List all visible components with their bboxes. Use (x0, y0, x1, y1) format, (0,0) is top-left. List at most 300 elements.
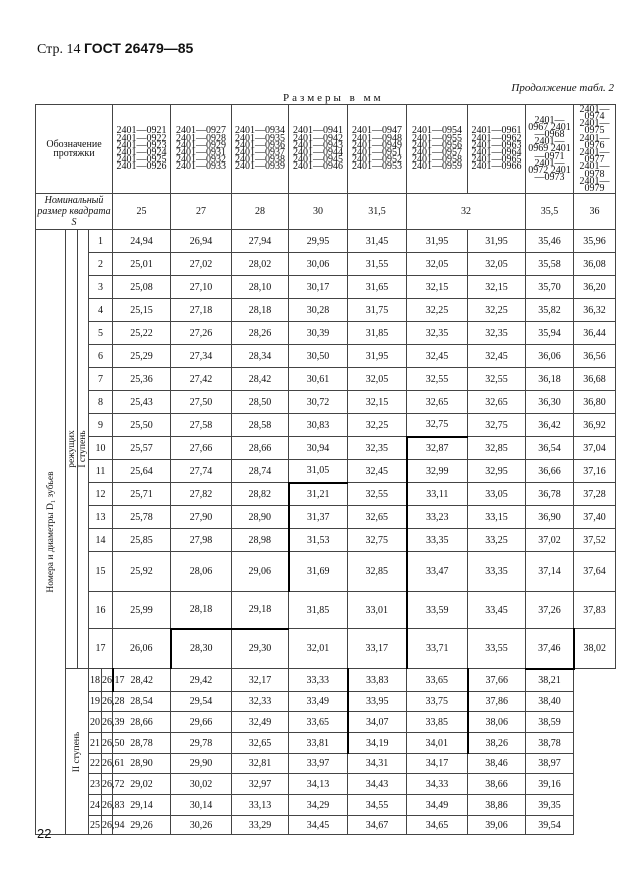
diameter-cell: 36,06 (526, 345, 574, 368)
tooth-number: 21 (89, 733, 102, 754)
tooth-number: 22 (89, 754, 102, 774)
diameter-cell: 35,58 (526, 253, 574, 276)
page-header (37, 40, 193, 58)
diameter-cell: 34,65 (407, 816, 468, 835)
diameter-cell: 37,02 (526, 529, 574, 552)
diameter-cell: 30,83 (289, 414, 348, 437)
cutting-label (66, 230, 78, 669)
diameter-cell: 25,78 (113, 506, 171, 529)
diameter-cell: 37,46 (526, 629, 574, 669)
tooth-number: 5 (89, 322, 113, 345)
diameter-cell: 31,85 (348, 322, 407, 345)
diameter-cell: 30,72 (289, 391, 348, 414)
stage2-label (66, 669, 89, 835)
diameter-cell: 33,71 (407, 629, 468, 669)
diameter-cell: 32,35 (407, 322, 468, 345)
codes-col-8: 2401—0967 2401—0968 2401—0969 2401—0971 2401—0972 2401—0973 (526, 105, 574, 194)
diameter-cell: 28,58 (232, 414, 289, 437)
diameter-cell: 33,95 (348, 692, 407, 712)
diameter-cell: 39,54 (526, 816, 574, 835)
diameter-cell: 34,55 (348, 795, 407, 816)
codes-col-5: 2401—0947 2401—0948 2401—0949 2401—0951 2401—0952 2401—0953 (348, 105, 407, 194)
table-row (36, 437, 616, 460)
tooth-number: 2 (89, 253, 113, 276)
diameter-cell: 27,34 (171, 345, 232, 368)
diameter-cell: 25,22 (113, 322, 171, 345)
table-row (36, 345, 616, 368)
diameter-cell: 33,81 (289, 733, 348, 754)
diameter-cell: 32,65 (232, 733, 289, 754)
diameter-cell: 36,90 (526, 506, 574, 529)
diameter-cell: 25,64 (113, 460, 171, 483)
tooth-number: 9 (89, 414, 113, 437)
diameter-cell: 28,34 (232, 345, 289, 368)
diameter-cell: 31,05 (289, 460, 348, 483)
diameter-cell: 32,85 (468, 437, 526, 460)
diameter-cell: 31,45 (348, 230, 407, 253)
diameter-cell: 27,94 (232, 230, 289, 253)
diameter-cell: 33,55 (468, 629, 526, 669)
codes-col-6: 2401—0954 2401—0955 2401—0956 2401—0957 2401—0958 2401—0959 (407, 105, 468, 194)
diameter-cell: 32,05 (468, 253, 526, 276)
diameter-cell: 33,97 (289, 754, 348, 774)
diameter-cell: 36,92 (574, 414, 616, 437)
diameter-cell: 32,81 (232, 754, 289, 774)
diameter-cell: 30,02 (171, 774, 232, 795)
diameter-cell: 34,07 (348, 712, 407, 733)
diameter-cell: 32,15 (407, 276, 468, 299)
standard-id: ГОСТ 26479—85 (83, 40, 194, 56)
diameter-cell: 27,98 (171, 529, 232, 552)
diameter-cell: 37,64 (574, 552, 616, 592)
diameter-cell: 27,10 (171, 276, 232, 299)
diameter-cell: 33,05 (468, 483, 526, 506)
diameter-cell: 30,26 (171, 816, 232, 835)
diameter-cell: 39,35 (526, 795, 574, 816)
table-row (36, 483, 616, 506)
diameter-cell: 34,19 (348, 733, 407, 754)
diameter-cell: 30,17 (289, 276, 348, 299)
diameter-cell: 29,90 (171, 754, 232, 774)
diameter-cell: 38,21 (526, 669, 574, 692)
table-row (36, 368, 616, 391)
diameter-cell: 33,59 (407, 592, 468, 629)
diameter-cell: 36,80 (574, 391, 616, 414)
diameter-cell: 26,94 (102, 816, 113, 835)
diameter-cell: 37,16 (574, 460, 616, 483)
diameter-cell: 29,30 (232, 629, 289, 669)
diameter-cell: 30,61 (289, 368, 348, 391)
tooth-number: 12 (89, 483, 113, 506)
diameter-cell: 34,49 (407, 795, 468, 816)
diameter-cell: 38,78 (526, 733, 574, 754)
diameter-cell: 29,78 (171, 733, 232, 754)
diameter-cell: 32,05 (407, 253, 468, 276)
diameter-cell: 27,74 (171, 460, 232, 483)
diameter-cell: 27,58 (171, 414, 232, 437)
diameter-cell: 26,28 (102, 692, 113, 712)
diameter-cell: 33,33 (289, 669, 348, 692)
diameter-cell: 33,23 (407, 506, 468, 529)
table-row (36, 529, 616, 552)
diameter-cell: 33,75 (407, 692, 468, 712)
diameter-cell: 28,50 (232, 391, 289, 414)
diameter-cell: 27,26 (171, 322, 232, 345)
diameter-cell: 35,96 (574, 230, 616, 253)
diameter-cell: 31,53 (289, 529, 348, 552)
diameter-cell: 28,90 (232, 506, 289, 529)
diameter-cell: 36,56 (574, 345, 616, 368)
diameter-cell: 32,45 (407, 345, 468, 368)
diameter-cell: 27,02 (171, 253, 232, 276)
diameter-cell: 30,39 (289, 322, 348, 345)
diameter-cell: 28,78 (113, 733, 171, 754)
table-row (36, 692, 616, 712)
diameter-cell: 39,16 (526, 774, 574, 795)
table-row (36, 276, 616, 299)
diameter-cell: 36,66 (526, 460, 574, 483)
diameter-cell: 25,15 (113, 299, 171, 322)
diameter-cell: 28,42 (232, 368, 289, 391)
table-row (36, 774, 616, 795)
diameter-cell: 36,78 (526, 483, 574, 506)
diameter-cell: 33,25 (468, 529, 526, 552)
nominal-row (36, 194, 616, 230)
diameter-cell: 38,46 (468, 754, 526, 774)
codes-col-2: 2401—0927 2401—0928 2401—0929 2401—0931 2401—0932 2401—0933 (171, 105, 232, 194)
table-row (36, 552, 616, 592)
diameter-cell: 33,11 (407, 483, 468, 506)
diameter-cell: 37,52 (574, 529, 616, 552)
diameter-cell: 25,99 (113, 592, 171, 629)
table-row (36, 669, 616, 692)
diameter-cell: 32,15 (468, 276, 526, 299)
diameter-cell: 28,10 (232, 276, 289, 299)
diameter-cell: 26,61 (102, 754, 113, 774)
tooth-number: 11 (89, 460, 113, 483)
tooth-number: 16 (89, 592, 113, 629)
diameter-cell: 27,42 (171, 368, 232, 391)
diameter-cell: 31,75 (348, 299, 407, 322)
diameter-cell: 33,45 (468, 592, 526, 629)
tooth-number: 25 (89, 816, 102, 835)
table-row (36, 460, 616, 483)
diameter-cell: 32,25 (348, 414, 407, 437)
stage2-label-text: II ступень (72, 731, 82, 772)
diameter-cell: 33,17 (348, 629, 407, 669)
table-row (36, 322, 616, 345)
diameter-cell: 28,42 (113, 669, 171, 692)
diameter-cell: 37,26 (526, 592, 574, 629)
page-number: 22 (37, 826, 52, 841)
diameter-cell: 33,85 (407, 712, 468, 733)
diameter-cell: 25,08 (113, 276, 171, 299)
nominal-value: 28 (232, 194, 289, 230)
diameter-cell: 25,29 (113, 345, 171, 368)
stage1-label (78, 230, 89, 669)
diameter-cell: 26,83 (102, 795, 113, 816)
diameter-cell: 27,90 (171, 506, 232, 529)
table-row (36, 712, 616, 733)
diameter-cell: 28,06 (171, 552, 232, 592)
diameter-cell: 30,28 (289, 299, 348, 322)
diameter-cell: 31,65 (348, 276, 407, 299)
diameter-cell: 28,54 (113, 692, 171, 712)
diameter-cell: 30,06 (289, 253, 348, 276)
tooth-number: 14 (89, 529, 113, 552)
dimensions-table (35, 104, 616, 835)
table-row (36, 816, 616, 835)
diameter-cell: 27,18 (171, 299, 232, 322)
diameter-cell: 31,95 (348, 345, 407, 368)
diameter-cell: 38,02 (574, 629, 616, 669)
diameter-cell: 32,35 (468, 322, 526, 345)
page-ref: Стр. 14 (37, 42, 81, 57)
diameter-cell: 31,21 (289, 483, 348, 506)
diameter-cell: 37,04 (574, 437, 616, 460)
diameter-cell: 29,66 (171, 712, 232, 733)
tooth-number: 1 (89, 230, 113, 253)
table-row (36, 592, 616, 629)
tooth-number: 18 (89, 669, 102, 692)
diameter-cell: 28,90 (113, 754, 171, 774)
diameter-cell: 32,75 (407, 414, 468, 437)
diameter-cell: 26,17 (102, 669, 113, 692)
diameter-cell: 28,66 (232, 437, 289, 460)
diameter-cell: 29,42 (171, 669, 232, 692)
diameter-cell: 26,94 (171, 230, 232, 253)
tooth-number: 19 (89, 692, 102, 712)
diameter-cell: 36,42 (526, 414, 574, 437)
diameter-cell: 34,45 (289, 816, 348, 835)
diameter-cell: 34,01 (407, 733, 468, 754)
nominal-value: 27 (171, 194, 232, 230)
nominal-value: 36 (574, 194, 616, 230)
diameter-cell: 38,40 (526, 692, 574, 712)
diameter-cell: 35,94 (526, 322, 574, 345)
diameter-cell: 37,66 (468, 669, 526, 692)
diameter-cell: 32,25 (468, 299, 526, 322)
codes-col-4: 2401—0941 2401—0942 2401—0943 2401—0944 2401—0945 2401—0946 (289, 105, 348, 194)
diameter-cell: 25,36 (113, 368, 171, 391)
nominal-label: Номинальный размер квадрата S (37, 195, 111, 228)
diameter-cell: 28,30 (171, 629, 232, 669)
stage1-label-text: I ступень (78, 430, 88, 468)
diameter-cell: 25,92 (113, 552, 171, 592)
diameter-cell: 30,94 (289, 437, 348, 460)
diameter-cell: 26,39 (102, 712, 113, 733)
diameter-cell: 33,13 (232, 795, 289, 816)
diameter-cell: 32,25 (407, 299, 468, 322)
diameter-cell: 28,66 (113, 712, 171, 733)
diameter-cell: 33,65 (289, 712, 348, 733)
diameter-cell: 34,13 (289, 774, 348, 795)
diameter-cell: 27,66 (171, 437, 232, 460)
tooth-number: 6 (89, 345, 113, 368)
designation-label: Обозначение протяжки (36, 105, 113, 194)
diameter-cell: 32,85 (348, 552, 407, 592)
diameter-cell: 38,97 (526, 754, 574, 774)
table-row (36, 754, 616, 774)
diameter-cell: 37,40 (574, 506, 616, 529)
diameter-cell: 36,18 (526, 368, 574, 391)
diameter-cell: 32,45 (468, 345, 526, 368)
tooth-number: 17 (89, 629, 113, 669)
diameter-cell: 28,82 (232, 483, 289, 506)
diameter-cell: 38,86 (468, 795, 526, 816)
diameter-cell: 32,65 (407, 391, 468, 414)
rows-label (36, 230, 66, 835)
diameter-cell: 36,32 (574, 299, 616, 322)
diameter-cell: 30,14 (171, 795, 232, 816)
diameter-cell: 38,26 (468, 733, 526, 754)
diameter-cell: 30,50 (289, 345, 348, 368)
codes-col-1: 2401—0921 2401—0922 2401—0923 2401—0924 2401—0925 2401—0926 (113, 105, 171, 194)
tooth-number: 8 (89, 391, 113, 414)
diameter-cell: 29,54 (171, 692, 232, 712)
tooth-number: 10 (89, 437, 113, 460)
diameter-cell: 32,75 (468, 414, 526, 437)
diameter-cell: 25,43 (113, 391, 171, 414)
diameter-cell: 36,68 (574, 368, 616, 391)
diameter-cell: 31,69 (289, 552, 348, 592)
tooth-number: 15 (89, 552, 113, 592)
table-row (36, 253, 616, 276)
diameter-cell: 36,44 (574, 322, 616, 345)
diameter-cell: 37,83 (574, 592, 616, 629)
diameter-cell: 25,01 (113, 253, 171, 276)
table-row (36, 629, 616, 669)
diameter-cell: 32,97 (232, 774, 289, 795)
diameter-cell: 28,26 (232, 322, 289, 345)
diameter-cell: 26,50 (102, 733, 113, 754)
diameter-cell: 32,15 (348, 391, 407, 414)
nominal-value: 30 (289, 194, 348, 230)
tooth-number: 13 (89, 506, 113, 529)
diameter-cell: 28,18 (232, 299, 289, 322)
diameter-cell: 31,55 (348, 253, 407, 276)
tooth-number: 20 (89, 712, 102, 733)
codes-col-7: 2401—0961 2401—0962 2401—0963 2401—0964 2401—0965 2401—0966 (468, 105, 526, 194)
diameter-cell: 34,67 (348, 816, 407, 835)
diameter-cell: 33,49 (289, 692, 348, 712)
diameter-cell: 32,05 (348, 368, 407, 391)
diameter-cell: 31,85 (289, 592, 348, 629)
diameter-cell: 39,06 (468, 816, 526, 835)
diameter-cell: 32,55 (407, 368, 468, 391)
units-label: Размеры в мм (283, 92, 384, 104)
table-row (36, 299, 616, 322)
diameter-cell: 32,45 (348, 460, 407, 483)
diameter-cell: 28,98 (232, 529, 289, 552)
codes-col-3: 2401—0934 2401—0935 2401—0936 2401—0937 2401—0938 2401—0939 (232, 105, 289, 194)
diameter-cell: 31,95 (468, 230, 526, 253)
tooth-number: 23 (89, 774, 102, 795)
diameter-cell: 32,01 (289, 629, 348, 669)
diameter-cell: 32,55 (468, 368, 526, 391)
diameter-cell: 28,74 (232, 460, 289, 483)
diameter-cell: 32,75 (348, 529, 407, 552)
diameter-cell: 32,87 (407, 437, 468, 460)
diameter-cell: 32,99 (407, 460, 468, 483)
diameter-cell: 35,82 (526, 299, 574, 322)
diameter-cell: 26,72 (102, 774, 113, 795)
diameter-cell: 25,50 (113, 414, 171, 437)
diameter-cell: 36,08 (574, 253, 616, 276)
diameter-cell: 33,15 (468, 506, 526, 529)
diameter-cell: 35,46 (526, 230, 574, 253)
diameter-cell: 38,06 (468, 712, 526, 733)
diameter-cell: 38,66 (468, 774, 526, 795)
diameter-cell: 32,17 (232, 669, 289, 692)
table-row (36, 414, 616, 437)
diameter-cell: 32,55 (348, 483, 407, 506)
diameter-cell: 32,65 (348, 506, 407, 529)
diameter-cell: 34,29 (289, 795, 348, 816)
diameter-cell: 37,14 (526, 552, 574, 592)
diameter-cell: 32,49 (232, 712, 289, 733)
cutting-label-text: режущих (66, 430, 77, 468)
diameter-cell: 32,95 (468, 460, 526, 483)
designation-row (36, 105, 616, 194)
diameter-cell: 33,83 (348, 669, 407, 692)
diameter-cell: 28,02 (232, 253, 289, 276)
diameter-cell: 33,47 (407, 552, 468, 592)
tooth-number: 24 (89, 795, 102, 816)
table-row (36, 506, 616, 529)
diameter-cell: 25,85 (113, 529, 171, 552)
table-row (36, 733, 616, 754)
diameter-cell: 33,65 (407, 669, 468, 692)
diameter-cell: 32,65 (468, 391, 526, 414)
table-row (36, 795, 616, 816)
continuation-label: Продолжение табл. 2 (511, 82, 614, 94)
diameter-cell: 32,35 (348, 437, 407, 460)
diameter-cell: 34,43 (348, 774, 407, 795)
diameter-cell: 33,35 (468, 552, 526, 592)
tooth-number: 3 (89, 276, 113, 299)
diameter-cell: 37,86 (468, 692, 526, 712)
diameter-cell: 32,33 (232, 692, 289, 712)
nominal-value: 31,5 (348, 194, 407, 230)
nominal-value: 35,5 (526, 194, 574, 230)
diameter-cell: 27,82 (171, 483, 232, 506)
table-row (36, 230, 616, 253)
diameter-cell: 25,57 (113, 437, 171, 460)
diameter-cell: 33,29 (232, 816, 289, 835)
diameter-cell: 34,31 (348, 754, 407, 774)
diameter-cell: 27,50 (171, 391, 232, 414)
diameter-cell: 37,28 (574, 483, 616, 506)
diameter-cell: 28,18 (171, 592, 232, 629)
diameter-cell: 35,70 (526, 276, 574, 299)
diameter-cell: 29,95 (289, 230, 348, 253)
diameter-cell: 36,54 (526, 437, 574, 460)
diameter-cell: 29,06 (232, 552, 289, 592)
tooth-number: 7 (89, 368, 113, 391)
diameter-cell: 31,95 (407, 230, 468, 253)
diameter-cell: 26,06 (113, 629, 171, 669)
nominal-value: 32 (407, 194, 526, 230)
tooth-number: 4 (89, 299, 113, 322)
diameter-cell: 38,59 (526, 712, 574, 733)
diameter-cell: 24,94 (113, 230, 171, 253)
rows-label-text: Номера и диаметры D₁ зубьев (45, 471, 56, 593)
diameter-cell: 36,30 (526, 391, 574, 414)
diameter-cell: 29,26 (113, 816, 171, 835)
diameter-cell: 33,35 (407, 529, 468, 552)
diameter-cell: 29,14 (113, 795, 171, 816)
